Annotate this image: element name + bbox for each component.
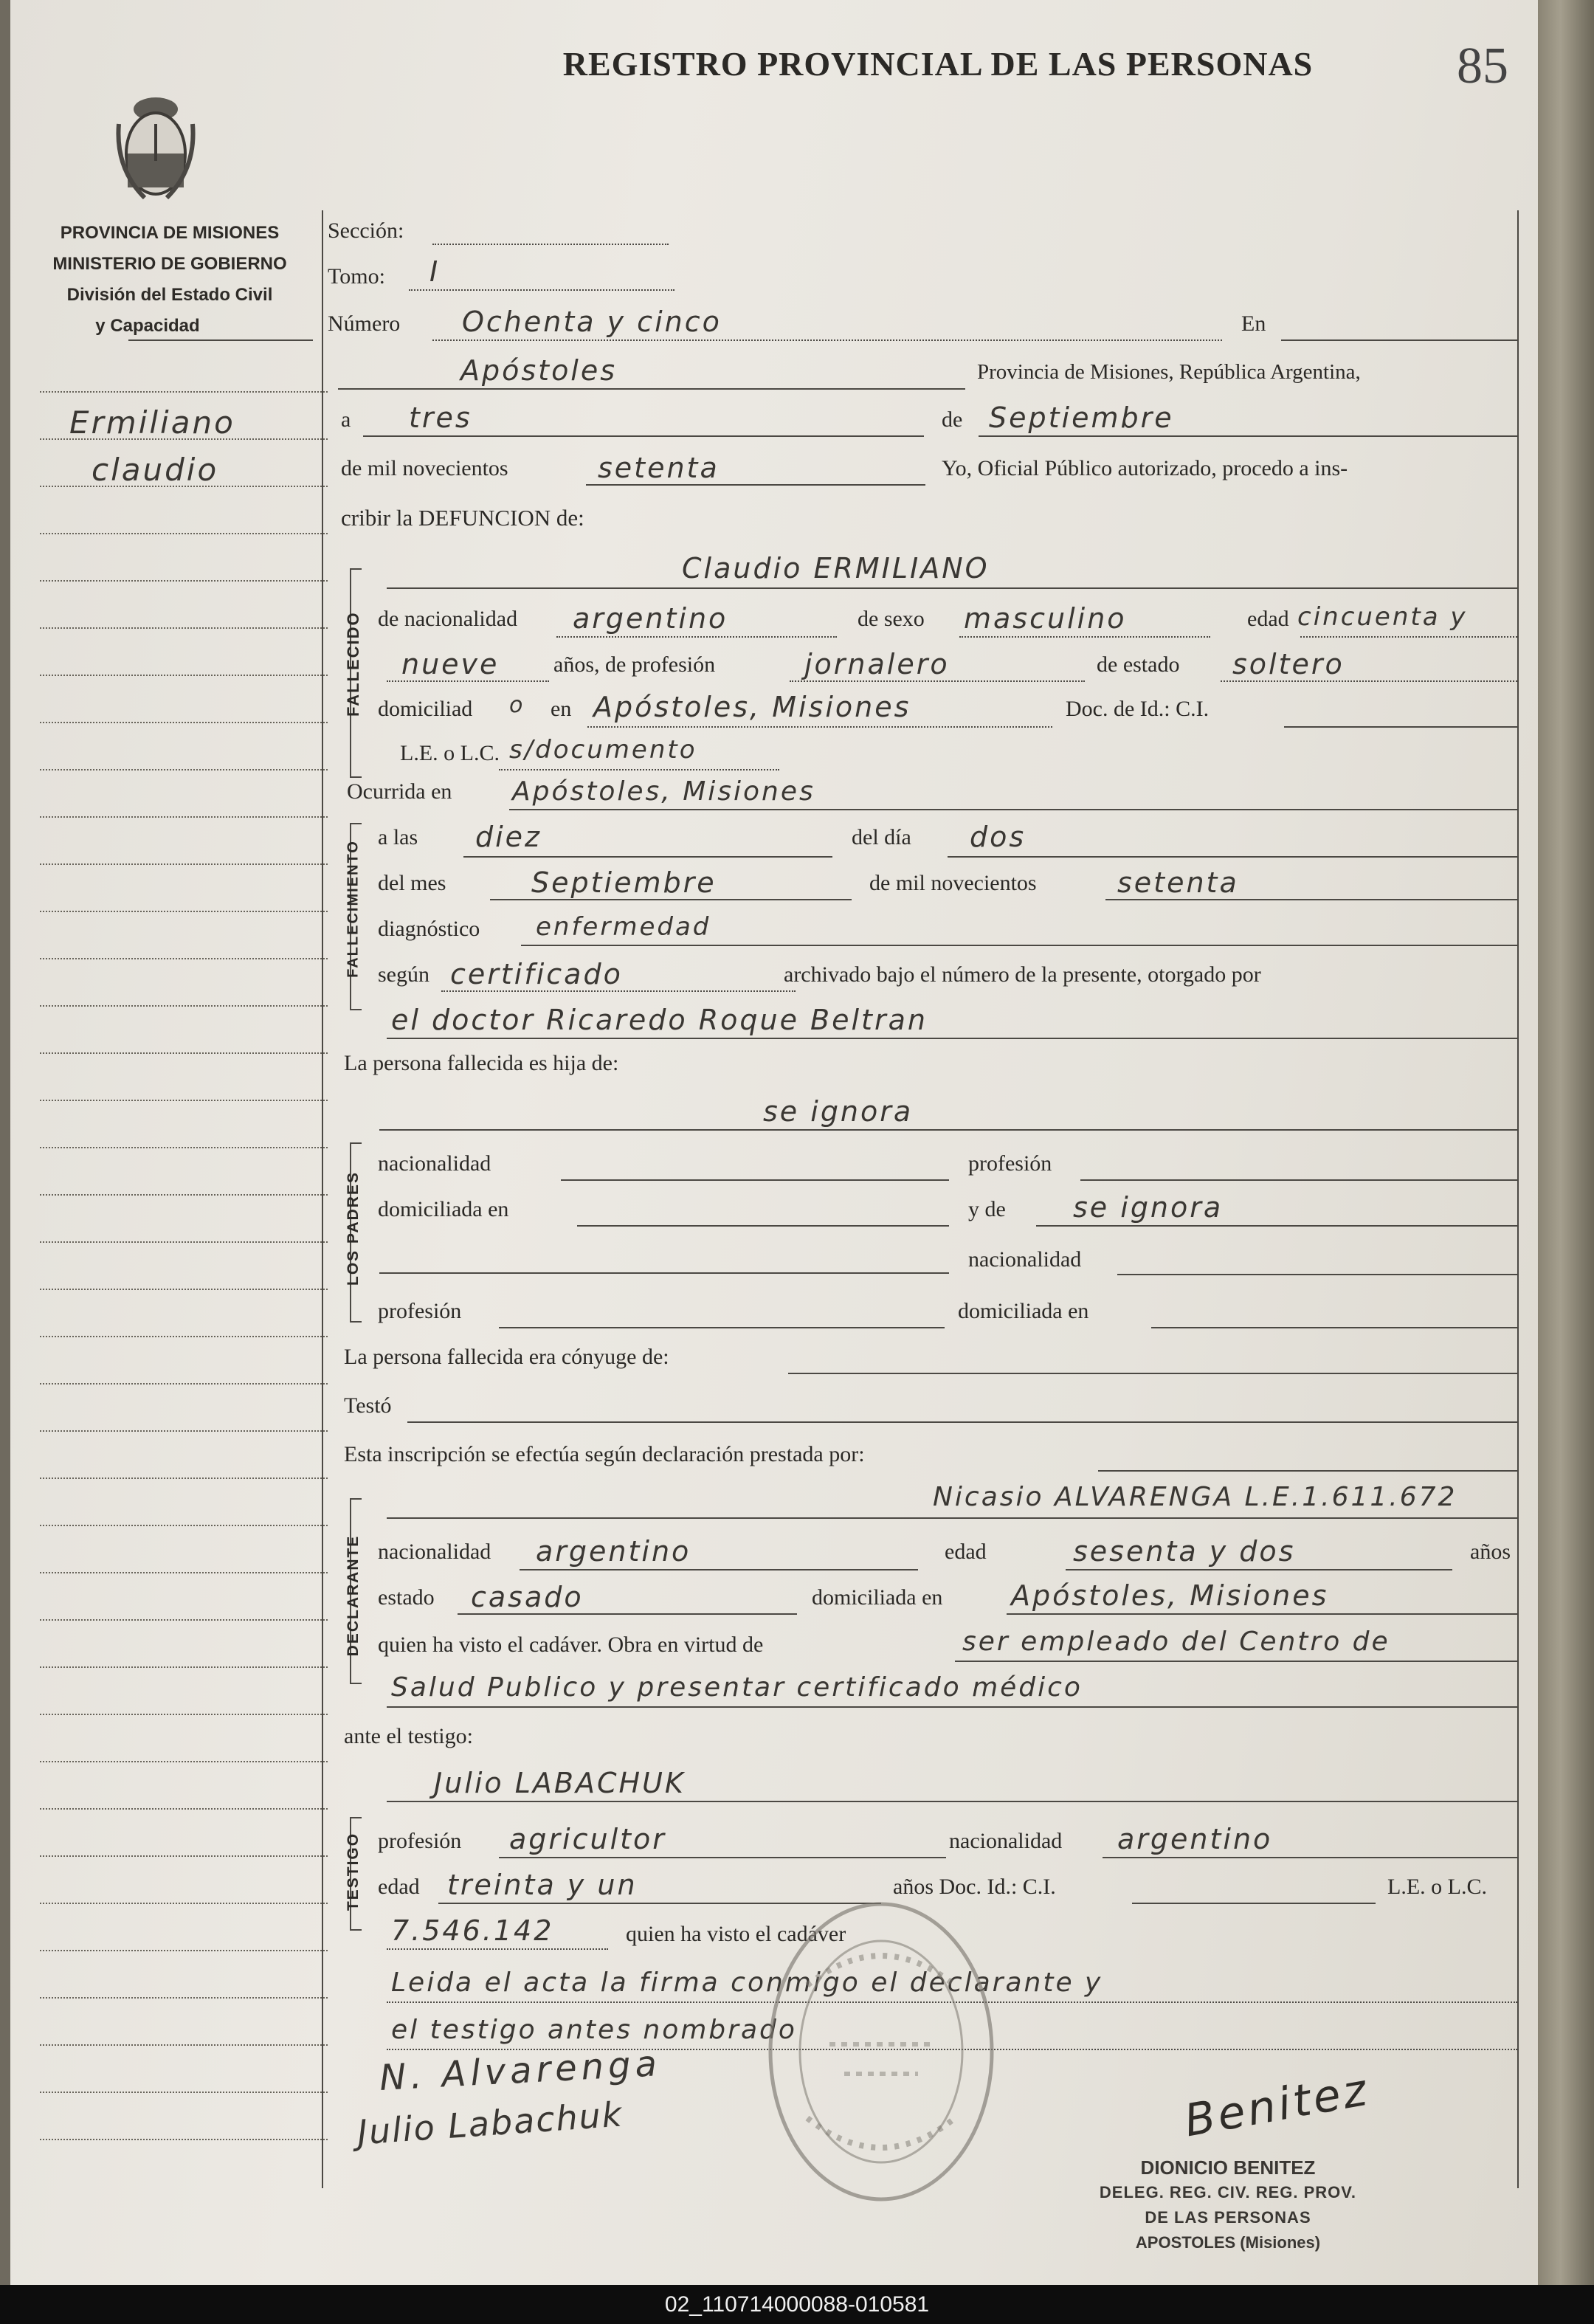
testo-label: Testó [344,1393,392,1418]
declarante-nacionalidad-value: argentino [536,1535,691,1568]
testigo-nacionalidad-field[interactable] [1103,1857,1517,1858]
margin-line [40,863,328,865]
declarante-estado-value: casado [471,1581,584,1613]
virtud-value-1: ser empleado del Centro de [962,1627,1390,1657]
declaracion-label: Esta inscripción se efectúa según declaración prestada por: [344,1442,865,1466]
declarante-name: Nicasio ALVARENGA L.E.1.611.672 [933,1482,1457,1512]
madre-domiciliada-label: domiciliada en [958,1299,1089,1323]
doc-field[interactable] [1284,726,1517,728]
margin-line [40,1903,328,1904]
estado-field[interactable] [1221,680,1517,682]
sexo-value: masculino [964,602,1127,635]
margin-line [40,1619,328,1621]
tomo-label: Tomo: [328,264,385,289]
scan-footer [0,2285,1594,2324]
edad-value-2: nueve [401,648,500,680]
nacionalidad-label: de nacionalidad [378,607,518,631]
right-rule [1517,210,1519,2188]
declarante-estado-field[interactable] [458,1613,797,1615]
register-page [10,0,1538,2285]
anios-profesion-label: años, de profesión [553,652,716,677]
le-field[interactable] [499,769,779,770]
en-field[interactable] [1281,339,1517,341]
ministry-underline [128,339,313,341]
padre-domicilio-field[interactable] [577,1225,949,1227]
domiciliada-label: domiciliada en [378,1197,509,1221]
mes-fallec-field[interactable] [490,899,852,900]
virtud-field-2[interactable] [387,1706,1517,1708]
mes-fallec-value: Septiembre [531,866,717,899]
testo-field[interactable] [407,1421,1517,1423]
diagnostico-field[interactable] [521,945,1517,946]
margin-line [40,1950,328,1951]
left-rule [322,210,323,2188]
testigo-edad-value: treinta y un [447,1869,638,1901]
testigo-doc-label: años Doc. Id.: C.I. [893,1875,1056,1899]
anio-label: de mil novecientos [341,456,508,480]
ministry-line: PROVINCIA DE MISIONES [60,223,280,243]
testigo-name: Julio LABACHUK [434,1767,686,1799]
hora-field[interactable] [463,856,832,858]
testigo-docnum-field[interactable] [387,1948,608,1950]
fallecido-name-field[interactable] [387,587,1517,589]
testigo-signature: Julio Labachuk [356,2094,624,2153]
margin-line [40,1997,328,1999]
diagnostico-value: enfermedad [536,912,711,942]
coat-of-arms-icon [115,80,196,205]
le-value: s/documento [509,735,697,765]
declarante-domicilio-field[interactable] [1007,1613,1517,1615]
nacionalidad-field[interactable] [556,636,837,638]
padre-value: se ignora [763,1095,914,1128]
page-number: 85 [1457,38,1508,94]
testigo-nacionalidad-label: nacionalidad [949,1829,1063,1853]
margin-line [40,2139,328,2140]
lugar-value: Apóstoles [460,354,618,387]
sexo-field[interactable] [959,636,1210,638]
margin-line [40,1194,328,1196]
anio-fallec-value: setenta [1117,866,1239,899]
edad-value-1: cincuenta y [1297,602,1468,632]
testigo-edad-label: edad [378,1875,420,1899]
virtud-value-2: Salud Publico y presentar certificado médico [391,1672,1083,1703]
testigo-docnum-value: 7.546.142 [391,1914,554,1947]
yde-label: y de [968,1197,1006,1221]
margin-line [40,1052,328,1054]
madre-extra-field[interactable] [379,1272,949,1274]
doc-label: Doc. de Id.: C.I. [1066,697,1210,721]
en-label: En [1241,311,1266,336]
margin-line [40,2044,328,2046]
segun-value: certificado [450,958,623,990]
declarante-edad-value: sesenta y dos [1073,1535,1296,1568]
estado-label: de estado [1097,652,1180,677]
testigo-profesion-label: profesión [378,1829,462,1853]
lugar-field[interactable] [338,388,965,390]
oficial-block [1043,2155,1412,2255]
anio-value: setenta [598,452,720,484]
margin-line [40,1478,328,1479]
declarante-estado-label: estado [378,1585,435,1610]
book-spine [1538,0,1594,2285]
madre-nacionalidad-field[interactable] [1117,1274,1517,1275]
numero-field[interactable] [432,339,1222,341]
margin-line [40,580,328,582]
domicilio-suffix: o [509,692,525,718]
declarante-nacionalidad-field[interactable] [520,1569,918,1570]
margin-line [40,1241,328,1243]
declarante-domiciliada-label: domiciliada en [812,1585,943,1610]
scan-id: 02_110714000088-010581 [664,2292,930,2317]
margin-line [40,1666,328,1668]
testigo-profesion-field[interactable] [499,1857,946,1858]
madre-profesion-field[interactable] [499,1327,945,1328]
margin-line [40,1430,328,1432]
margin-line [40,1336,328,1337]
testigo-section-label: TESTIGO [345,1832,362,1911]
oficial-name: DIONICIO BENITEZ [1140,2156,1316,2179]
margin-line [40,675,328,676]
estado-value: soltero [1232,648,1345,680]
padre-nacionalidad-field[interactable] [561,1179,949,1181]
madre-value: se ignora [1073,1191,1224,1224]
margin-line [40,1808,328,1810]
hija-label: La persona fallecida es hija de: [344,1051,619,1075]
declarante-edad-field[interactable] [1066,1569,1452,1570]
declarante-edad-label: edad [945,1539,987,1564]
ministry-line: MINISTERIO DE GOBIERNO [52,254,287,274]
margin-line [40,722,328,723]
declarante-section-label: DECLARANTE [345,1534,362,1657]
segun-field[interactable] [441,990,796,992]
dia-fallec-value: dos [970,821,1027,853]
segun-label: según [378,962,429,987]
padre-nacionalidad-label: nacionalidad [378,1151,491,1176]
margin-line [40,1383,328,1385]
margin-given-name: claudio [92,452,219,488]
oficial-signature: Benitez [1180,2063,1373,2148]
fallecimiento-section-label: FALLECIMIENTO [345,840,362,978]
ministry-line: y Capacidad [95,316,200,336]
margin-line [40,1761,328,1762]
a-label: a [341,407,351,432]
margin-line [40,391,328,393]
padre-profesion-label: profesión [968,1151,1052,1176]
domicilio-label: domiciliad [378,697,473,721]
sexo-label: de sexo [858,607,925,631]
testigo-le-label: L.E. o L.C. [1387,1875,1487,1899]
cierre-line-2: el testigo antes nombrado [391,2015,797,2045]
oficial-text: Yo, Oficial Público autorizado, procedo a ins- [942,456,1348,480]
official-stamp-icon [763,1897,999,2207]
dia-field[interactable] [363,435,924,437]
inscribir-text: cribir la DEFUNCION de: [341,505,584,531]
ministry-block [22,218,317,342]
anio-fallec-field[interactable] [1105,899,1517,900]
margin-line [40,1855,328,1857]
testigo-doc-field[interactable] [1132,1903,1376,1904]
margin-line [40,816,328,818]
mes-field[interactable] [979,435,1517,437]
cierre-line-1: Leida el acta la firma conmigo el declarante y [391,1968,1103,1998]
hora-label: a las [378,825,418,849]
dia-fallec-field[interactable] [948,856,1517,858]
margin-line [40,1147,328,1148]
ocurrida-value: Apóstoles, Misiones [512,776,815,807]
virtud-field-1[interactable] [955,1661,1517,1662]
domicilio-value: Apóstoles, Misiones [593,691,911,723]
margin-line [40,911,328,912]
numero-label: Número [328,311,401,336]
diagnostico-label: diagnóstico [378,917,480,941]
profesion-value: jornalero [804,648,950,680]
oficial-title-1: DELEG. REG. CIV. REG. PROV. [1099,2183,1357,2201]
fallecido-name: Claudio ERMILIANO [682,552,990,585]
medico-value: el doctor Ricaredo Roque Beltran [391,1004,928,1036]
anio-field[interactable] [586,484,925,486]
seccion-label: Sección: [328,218,404,243]
dia-value: tres [409,401,472,434]
mes-label: del mes [378,871,446,895]
margin-surname: Ermiliano [69,404,235,441]
oficial-title-3: APOSTOLES (Misiones) [1135,2233,1321,2252]
tomo-value: I [429,255,441,288]
le-label: L.E. o L.C. [400,741,500,765]
seccion-field[interactable] [432,244,669,245]
fallecido-section-label: FALLECIDO [344,611,362,717]
margin-line [40,2092,328,2093]
edad-field[interactable] [1300,636,1517,638]
numero-value: Ochenta y cinco [462,306,722,338]
declarante-anios-label: años [1470,1539,1511,1564]
madre-domicilio-field[interactable] [1151,1327,1517,1328]
margin-line [40,769,328,770]
margin-line [40,533,328,534]
margin-line [40,1005,328,1007]
domicilio-en-label: en [551,697,572,721]
provincia-text: Provincia de Misiones, República Argentina, [977,360,1361,384]
declarante-nacionalidad-label: nacionalidad [378,1539,491,1564]
ocurrida-field[interactable] [509,809,1517,810]
testigo-ante-label: ante el testigo: [344,1724,473,1748]
declarante-domicilio-value: Apóstoles, Misiones [1011,1579,1329,1612]
page-title: REGISTRO PROVINCIAL DE LAS PERSONAS [562,45,1314,83]
margin-line [40,958,328,959]
margin-line [40,1714,328,1715]
padre-field[interactable] [379,1129,1517,1131]
dia-label: del día [852,825,911,849]
margin-line [40,627,328,629]
nacionalidad-value: argentino [573,602,728,635]
edad-field-2[interactable] [387,680,549,682]
testigo-profesion-value: agricultor [509,1823,666,1855]
profesion-field[interactable] [790,680,1085,682]
margin-line [40,1289,328,1290]
de-label: de [942,407,963,432]
tomo-field[interactable] [409,289,674,291]
testigo-name-field[interactable] [387,1801,1517,1802]
conyuge-field[interactable] [788,1373,1517,1374]
margin-line [40,1100,328,1101]
declarante-visto-label: quien ha visto el cadáver. Obra en virtud de [378,1632,764,1657]
hora-value: diez [475,821,542,853]
ocurrida-label: Ocurrida en [347,779,452,804]
testigo-nacionalidad-value: argentino [1117,1823,1273,1855]
medico-field[interactable] [387,1038,1517,1039]
testigo-visto-label: quien ha visto el cadáver [626,1922,846,1946]
declaracion-field[interactable] [1098,1470,1517,1472]
conyuge-label: La persona fallecida era cónyuge de: [344,1345,669,1369]
madre-field[interactable] [1036,1225,1517,1227]
domicilio-field[interactable] [587,726,1052,728]
edad-label: edad [1247,607,1289,631]
oficial-title-2: DE LAS PERSONAS [1145,2208,1311,2227]
mes-value: Septiembre [989,401,1174,434]
ministry-line: División del Estado Civil [66,285,273,305]
archivado-text: archivado bajo el número de la presente, otorgado por [784,962,1261,987]
madre-nacionalidad-label: nacionalidad [968,1247,1082,1272]
padres-section-label: LOS PADRES [345,1171,362,1286]
margin-line [40,1525,328,1526]
declarante-name-field[interactable] [387,1517,1517,1519]
declarante-signature: N. Alvarenga [378,2043,663,2099]
anio-fallec-label: de mil novecientos [869,871,1037,895]
madre-profesion-label: profesión [378,1299,462,1323]
margin-line [40,1572,328,1573]
padre-profesion-field[interactable] [1080,1179,1517,1181]
